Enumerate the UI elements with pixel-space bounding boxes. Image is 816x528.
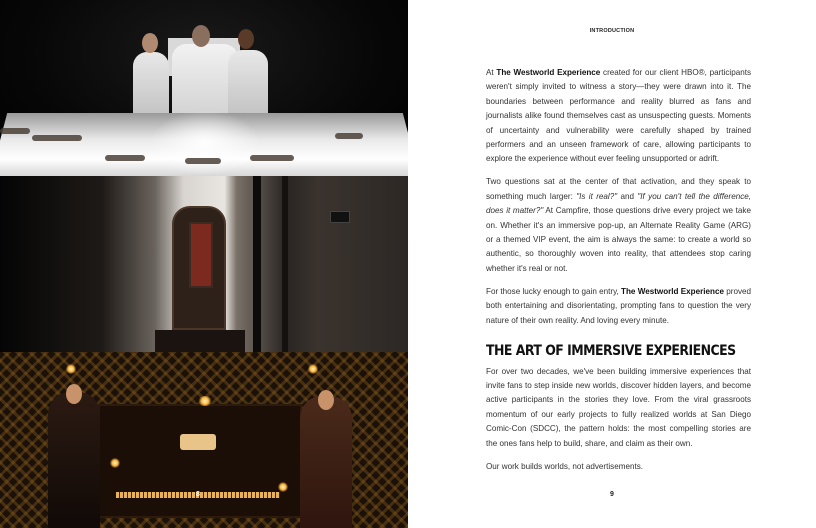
italic-quote: "If you can't tell the difference, does it matter?" — [486, 191, 751, 216]
artifact — [105, 155, 145, 161]
candle-icon — [308, 364, 318, 374]
artifact — [32, 135, 82, 141]
figure-center-head — [192, 25, 210, 47]
hallway-floor — [155, 330, 245, 352]
artifact — [335, 133, 363, 139]
figure-left-head — [142, 33, 158, 53]
player-piano — [98, 404, 302, 518]
bold-title: The Westworld Experience — [621, 286, 724, 296]
table-glow — [150, 110, 260, 176]
wall-plate — [330, 211, 350, 223]
woman-right — [300, 396, 352, 528]
figure-right-head — [238, 29, 254, 49]
text: At Campfire, those questions drive every project we take on. Whether it's an immersive pop-up, an Alternate Reality Game (ARG) or a themed VIP event, the aim is always the same: to create a world so authentic, so thoroughly woven into reality, that attendees stop caring whether it's real or not. — [486, 206, 751, 273]
woman-left-face — [66, 384, 82, 404]
page-number-right: 9 — [610, 491, 614, 498]
red-door-panel — [189, 222, 213, 288]
candle-icon — [110, 458, 120, 468]
wall-post — [282, 176, 288, 352]
text: created for our client HBO®, participants weren't simply invited to witness a story—they were drawn into it. The boundaries between performance and reality blurred as fans and journalists alike found themselves cast as unsuspecting guests. Moments of uncertainty and vulnerability were carefully shaped by trained performers and an unseen framework of care, allowing participants to explore the experience without ever feeling unsupported or adrift. — [486, 68, 751, 164]
paragraph-3 — [486, 285, 751, 328]
woman-left — [48, 392, 100, 528]
artifact — [250, 155, 294, 161]
text: and — [617, 191, 638, 201]
candle-icon — [198, 396, 212, 406]
right-page-text — [408, 0, 816, 528]
artifact — [0, 128, 30, 134]
woman-right-face — [318, 390, 334, 410]
photo-lab-table — [0, 0, 408, 176]
bold-title: The Westworld Experience — [496, 68, 601, 77]
text: proved both entertaining and disorientating, prompting fans to question the very nature of their own reality. And loving every minute. — [486, 286, 751, 325]
text: Two questions sat at the center of that activation, and they speak to something much larger: — [486, 177, 751, 201]
wall-post — [253, 176, 261, 352]
paragraph-2 — [486, 175, 751, 276]
piano-roll — [180, 434, 216, 450]
running-head: INTRODUCTION — [589, 28, 635, 34]
candle-icon — [278, 482, 288, 492]
paragraph-4: For over two decades, we've been building immersive experiences that invite fans to step inside new worlds, discover hidden layers, and become active participants in the stories they love. From the viral grassroots momentum of our early projects to fully realized worlds at San Diego Comic-Con (SDCC), the pattern holds: the most compelling stories are the ones fans help to build, share, and claim as their own. — [486, 366, 751, 448]
text: For those lucky enough to gain entry, — [486, 286, 622, 296]
wooden-door — [172, 206, 226, 330]
body-text — [486, 66, 751, 483]
paragraph-1 — [486, 66, 751, 167]
page-number-left: 8 — [196, 491, 200, 498]
photo-piano-saloon — [0, 352, 408, 528]
artifact — [185, 158, 221, 164]
photo-hallway-door — [0, 176, 408, 352]
paragraph-5: Our work builds worlds, not advertisements. — [486, 461, 643, 471]
text: At — [486, 68, 497, 77]
italic-quote: "Is it real?" — [576, 191, 618, 201]
section-heading: THE ART OF IMMERSIVE EXPERIENCES — [486, 343, 736, 360]
candle-icon — [66, 364, 76, 374]
